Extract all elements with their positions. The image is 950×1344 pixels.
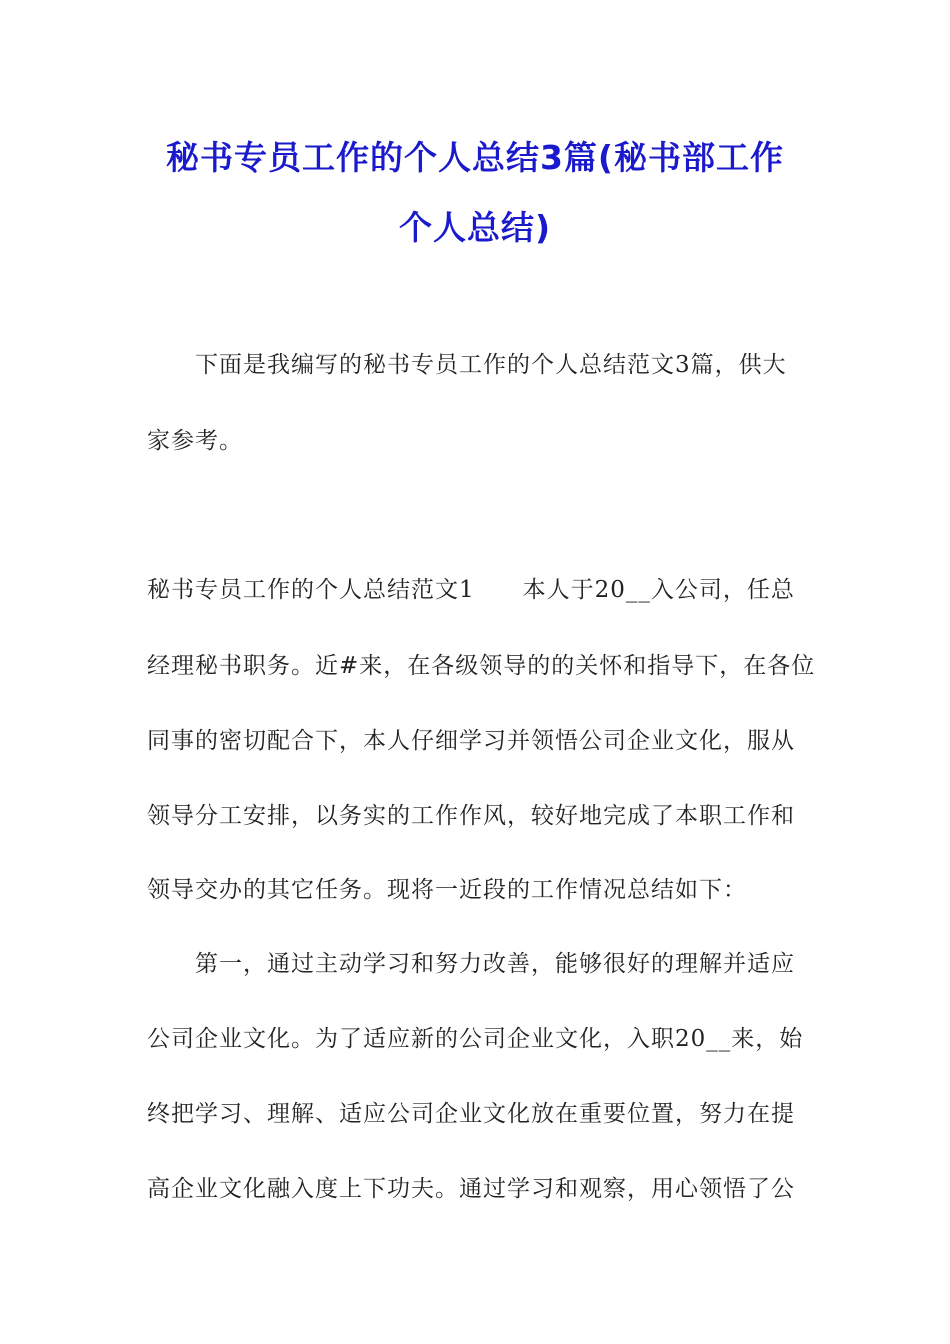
intro-line-2: 家参考。 (147, 428, 243, 454)
para2-line-3: 终把学习、理解、适应公司企业文化放在重要位置，努力在提 (147, 1101, 795, 1127)
para2-line-1: 第一，通过主动学习和努力改善，能够很好的理解并适应 (195, 951, 795, 977)
document-title-line-1: 秘书专员工作的个人总结3篇(秘书部工作 (165, 138, 785, 177)
section1-line-4: 领导分工安排，以务实的工作作风，较好地完成了本职工作和 (147, 803, 795, 829)
intro-line-1: 下面是我编写的秘书专员工作的个人总结范文3篇，供大 (195, 352, 787, 378)
section1-line-5: 领导交办的其它任务。现将一近段的工作情况总结如下： (147, 877, 747, 903)
section1-line-2: 经理秘书职务。近#来，在各级领导的的关怀和指导下，在各位 (147, 653, 816, 679)
section1-line-1: 本人于20__入公司，任总 (522, 577, 795, 603)
document-title-line-2: 个人总结) (398, 208, 552, 247)
section1-heading: 秘书专员工作的个人总结范文1 (147, 577, 475, 603)
section1-line-3: 同事的密切配合下，本人仔细学习并领悟公司企业文化，服从 (147, 728, 795, 754)
para2-line-4: 高企业文化融入度上下功夫。通过学习和观察，用心领悟了公 (147, 1176, 795, 1202)
section1-first-line (147, 571, 795, 604)
para2-line-2: 公司企业文化。为了适应新的公司企业文化，入职20__来，始 (147, 1026, 804, 1052)
